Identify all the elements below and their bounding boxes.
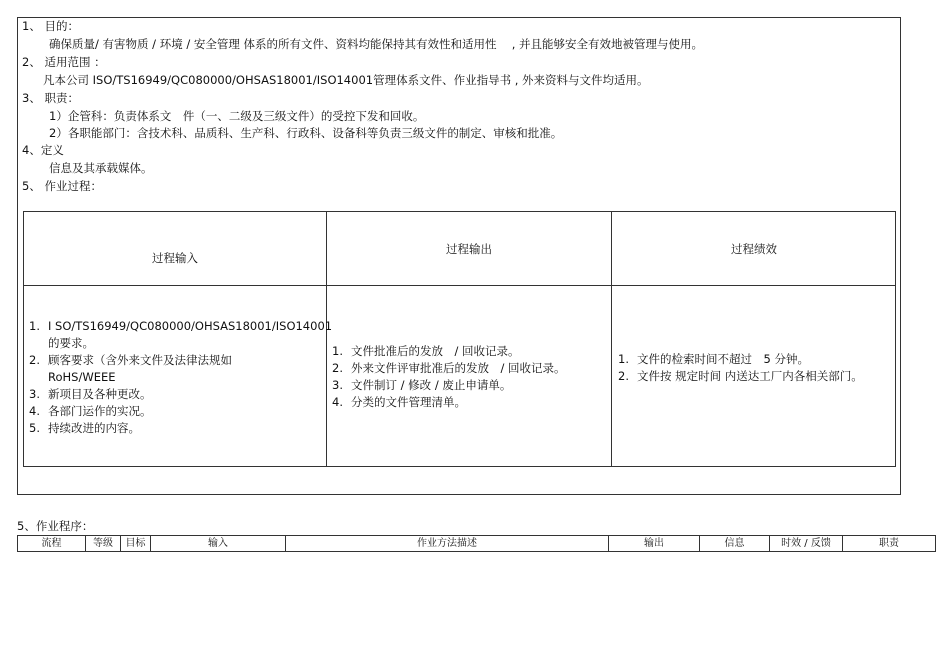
section-3-item-2: 2）各职能部门：含技术科、品质科、生产科、行政科、设备科等负责三级文件的制定、审核和批准。 xyxy=(49,126,563,140)
section-1-heading: 1、 目的： xyxy=(22,19,79,33)
section-4-heading: 4、定义 xyxy=(22,143,64,157)
header-process-output: 过程输出 xyxy=(446,242,492,256)
header-process-input: 过程输入 xyxy=(152,251,198,265)
list-item: 1. I SO/TS16949/QC080000/OHSAS18001/ISO14001 xyxy=(29,319,333,333)
section-3-item-1: 1）企管科：负责体系文 件（一、二级及三级文件）的受控下发和回收。 xyxy=(49,109,425,123)
list-item: 4. 各部门运作的实况。 xyxy=(29,404,152,418)
list-item: 2. 顾客要求（含外来文件及法律法规如 xyxy=(29,353,232,367)
column-header-level: 等级 xyxy=(86,536,121,552)
list-item: 4. 分类的文件管理清单。 xyxy=(332,395,466,409)
column-header-method: 作业方法描述 xyxy=(286,536,609,552)
section-5-heading: 5、 作业过程： xyxy=(22,179,102,193)
column-header-input: 输入 xyxy=(151,536,286,552)
column-header-output: 输出 xyxy=(609,536,700,552)
process-table xyxy=(23,211,896,467)
process-outputs-list xyxy=(332,343,566,411)
section-2-body: 凡本公司 ISO/TS16949/QC080000/OHSAS18001/ISO14001管理体系文件、作业指导书 , 外来资料与文件均适用。 xyxy=(43,73,649,87)
program-header-row xyxy=(18,536,936,552)
list-item: 1. 文件的检索时间不超过 5 分钟。 xyxy=(618,352,809,366)
list-item: 2. 外来文件评审批准后的发放 / 回收记录。 xyxy=(332,361,566,375)
list-item-continuation: RoHS/WEEE xyxy=(48,370,116,384)
program-table xyxy=(17,535,936,552)
program-title: 5、作业程序： xyxy=(17,519,94,533)
list-item: 2. 文件按 规定时间 内送达工厂内各相关部门。 xyxy=(618,369,863,383)
document-frame xyxy=(17,17,901,495)
section-4-body: 信息及其承载媒体。 xyxy=(49,161,153,175)
column-header-timing: 时效 / 反馈 xyxy=(770,536,843,552)
list-item: 3. 文件制订 / 修改 / 废止申请单。 xyxy=(332,378,512,392)
column-header-goal: 目标 xyxy=(121,536,151,552)
header-divider xyxy=(24,285,895,286)
column-header-info: 信息 xyxy=(700,536,770,552)
process-inputs-list xyxy=(29,318,332,437)
list-item: 1. 文件批准后的发放 / 回收记录。 xyxy=(332,344,520,358)
column-header-duty: 职责 xyxy=(843,536,936,552)
list-item: 5. 持续改进的内容。 xyxy=(29,421,140,435)
section-1-body: 确保质量/ 有害物质 / 环境 / 安全管理 体系的所有文件、资料均能保持其有效性和适用性 , 并且能够安全有效地被管理与使用。 xyxy=(49,37,704,51)
list-item: 3. 新项目及各种更改。 xyxy=(29,387,152,401)
section-3-heading: 3、 职责： xyxy=(22,91,79,105)
list-item-continuation: 的要求。 xyxy=(48,336,94,350)
header-process-performance: 过程绩效 xyxy=(731,242,777,256)
column-header-flow: 流程 xyxy=(18,536,86,552)
process-performance-list xyxy=(618,351,863,385)
section-2-heading: 2、 适用范围 ： xyxy=(22,55,106,69)
